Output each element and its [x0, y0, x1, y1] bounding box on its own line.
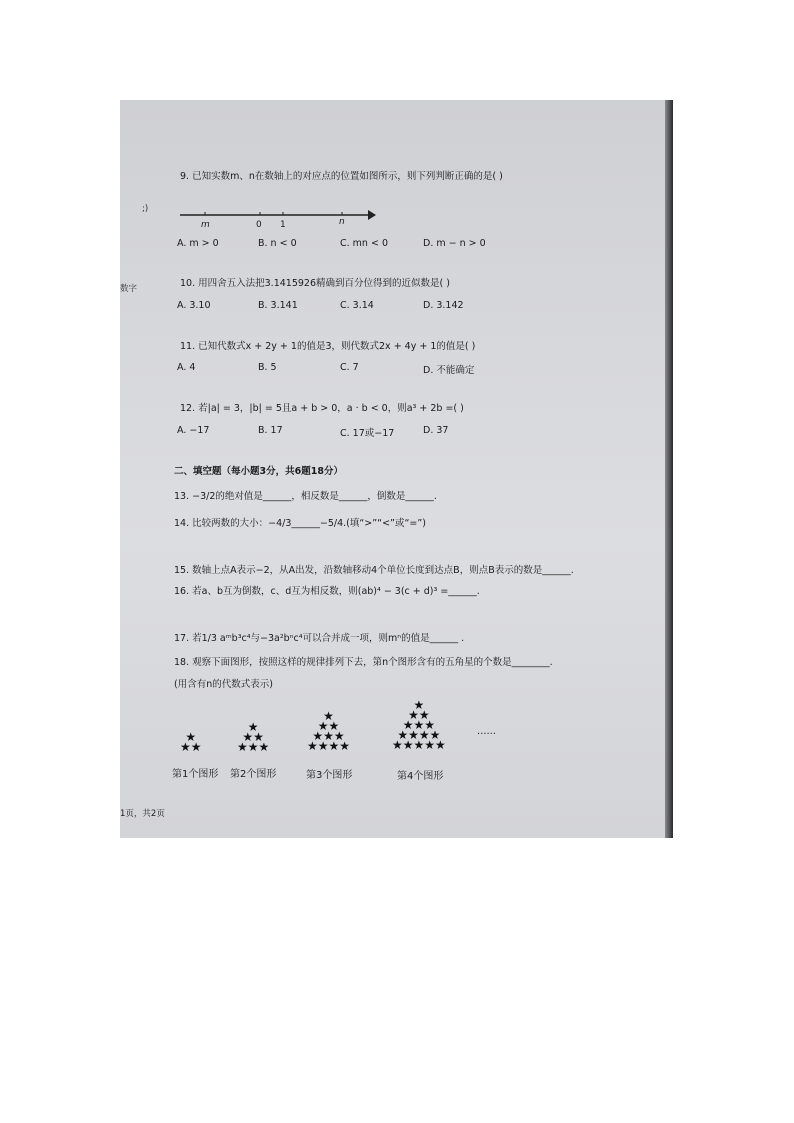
q11-stem: 11. 已知代数式x + 2y + 1的值是3，则代数式2x + 4y + 1的值是( ): [180, 341, 476, 352]
q12-option-b: B. 17: [258, 425, 283, 436]
figure-label-4: 第4个图形: [397, 771, 444, 782]
q9-stem: 9. 已知实数m、n在数轴上的对应点的位置如图所示，则下列判断正确的是( ): [180, 171, 503, 182]
q11-option-c: C. 7: [340, 362, 359, 373]
q11-option-a: A. 4: [177, 362, 196, 373]
section-heading: 二、填空题（每小题3分，共6题18分）: [174, 466, 343, 477]
q12-option-c: C. 17或−17: [340, 428, 395, 439]
axis-label-zero: 0: [256, 220, 262, 230]
star-figure-2: ★ ★★ ★★★: [237, 720, 270, 754]
q15-stem: 15. 数轴上点A表示−2，从A出发，沿数轴移动4个单位长度到达点B，则点B表示的数是______.: [174, 565, 574, 576]
q9-option-d: D. m − n > 0: [423, 238, 486, 249]
q11-option-d: D. 不能确定: [423, 365, 475, 376]
q12-stem: 12. 若|a| = 3，|b| = 5且a + b > 0，a · b < 0，则a³ + 2b =( ): [180, 403, 464, 414]
margin-char: 数字: [120, 284, 138, 294]
figure-label-1: 第1个图形: [172, 769, 219, 780]
star-figure-1: ★ ★★: [180, 730, 202, 754]
axis-label-m: m: [201, 220, 210, 230]
q9-option-b: B. n < 0: [258, 238, 297, 249]
q9-option-a: A. m > 0: [177, 238, 219, 249]
q12-option-d: D. 37: [423, 425, 449, 436]
q10-stem: 10. 用四舍五入法把3.1415926精确到百分位得到的近似数是( ): [180, 278, 450, 289]
q13-stem: 13. −3/2的绝对值是______，相反数是______，倒数是______.: [174, 491, 437, 502]
q10-option-d: D. 3.142: [423, 300, 464, 311]
q16-stem: 16. 若a、b互为倒数，c、d互为相反数，则(ab)⁴ − 3(c + d)³ =______.: [174, 586, 480, 597]
axis-label-n: n: [339, 217, 345, 227]
q9-option-c: C. mn < 0: [340, 238, 388, 249]
q10-option-c: C. 3.14: [340, 300, 374, 311]
page-edge-shadow: [665, 100, 673, 838]
q10-option-a: A. 3.10: [177, 300, 211, 311]
q18-stem: 18. 观察下面图形，按照这样的规律排列下去，第n个图形含有的五角星的个数是________.: [174, 657, 553, 668]
q18-note: (用含有n的代数式表示): [174, 679, 273, 690]
q12-option-a: A. −17: [177, 425, 210, 436]
star-figure-4: ★ ★★ ★★★ ★★★★ ★★★★★: [392, 698, 446, 752]
figure-label-3: 第3个图形: [306, 770, 353, 781]
figure-label-2: 第2个图形: [230, 769, 277, 780]
star-figure-3: ★ ★★ ★★★ ★★★★: [307, 709, 351, 753]
q17-stem: 17. 若1/3 aᵐb³c⁴与−3a²bⁿc⁴可以合并成一项，则mⁿ的值是______ .: [174, 633, 465, 644]
axis-label-one: 1: [280, 220, 286, 230]
scanned-page-photo: [120, 100, 673, 838]
margin-mark: ;): [142, 204, 149, 214]
figure-ellipsis: ……: [477, 726, 496, 737]
page-footer: 1页，共2页: [120, 809, 165, 819]
q11-option-b: B. 5: [258, 362, 277, 373]
q10-option-b: B. 3.141: [258, 300, 298, 311]
q14-stem: 14. 比较两数的大小：−4/3______−5/4.(填“>”“<”或“=”): [174, 518, 426, 529]
